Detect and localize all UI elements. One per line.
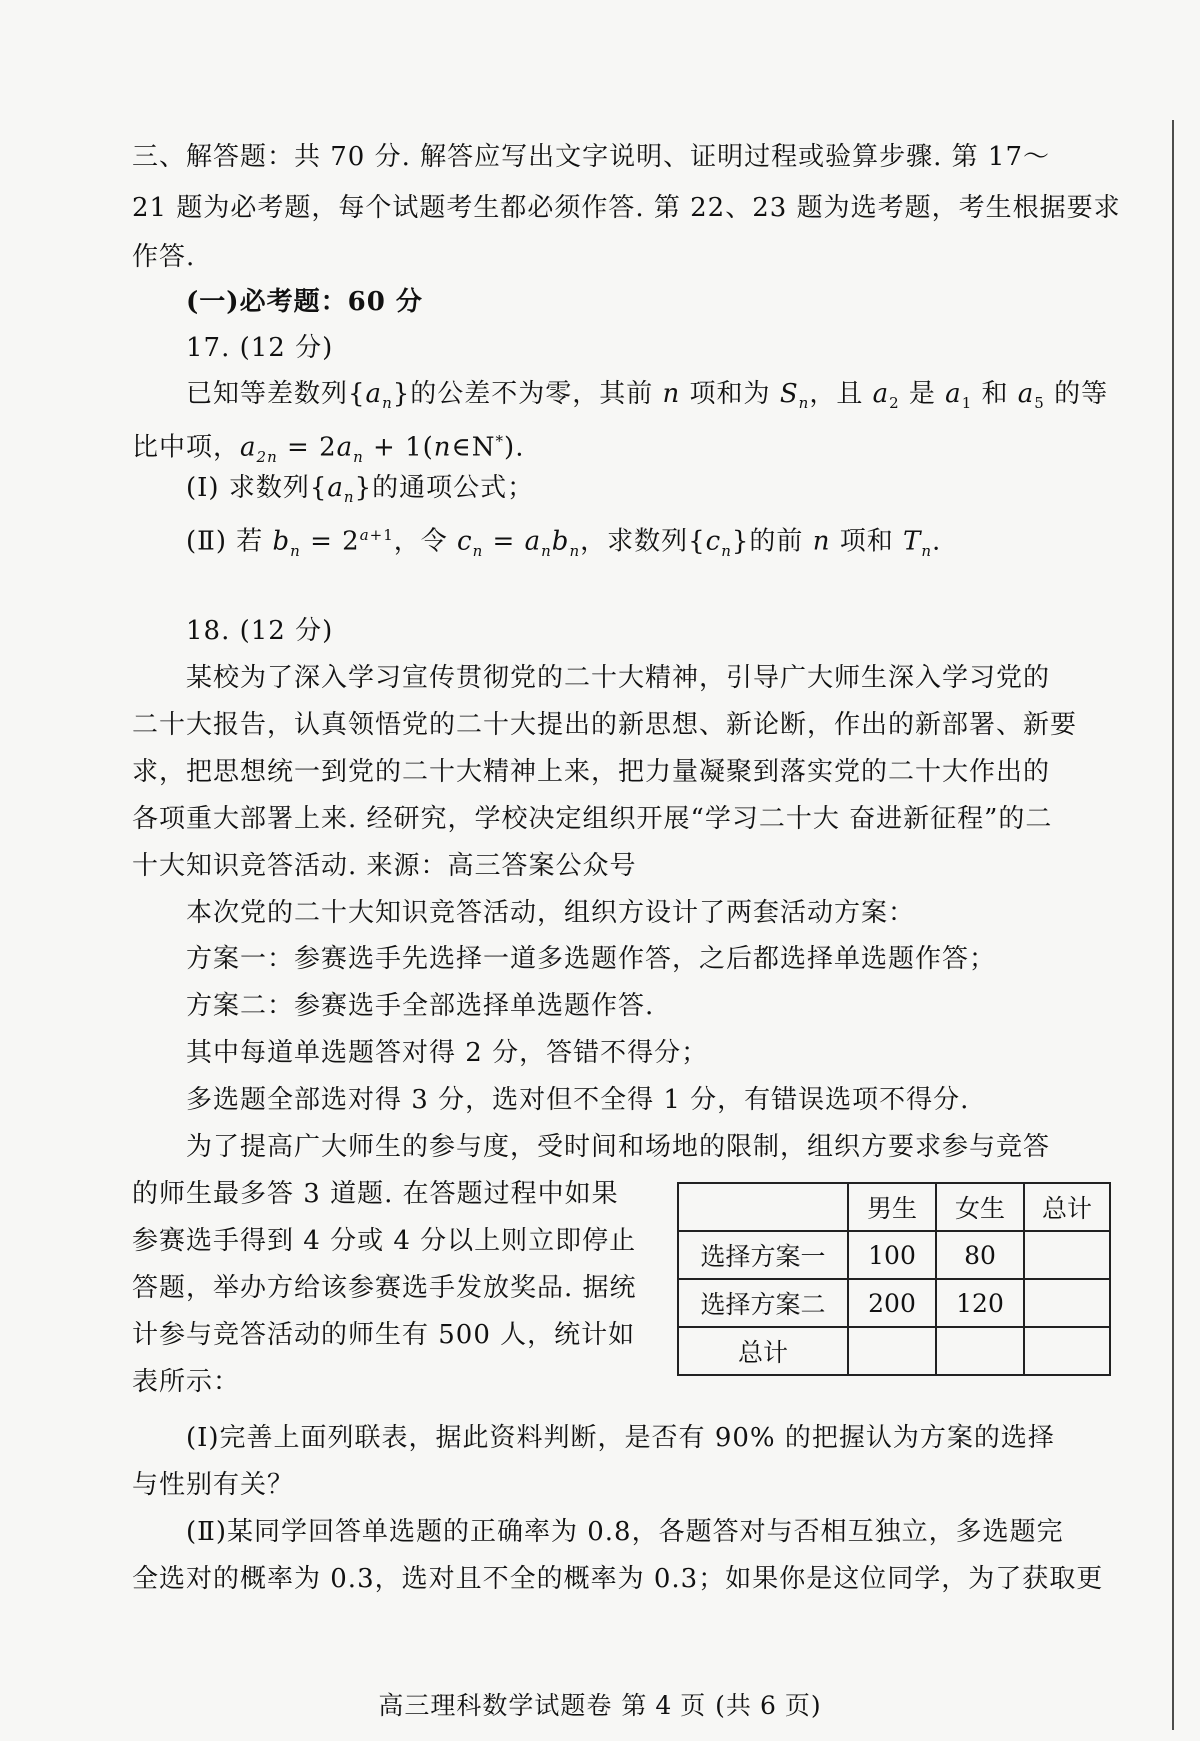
q18-text-line: 求，把思想统一到党的二十大精神上来，把力量凝聚到落实党的二十大作出的 [132,757,1051,787]
q18-plan-one: 方案一：参赛选手先选择一道多选题作答，之后都选择单选题作答； [186,944,997,974]
table-cell: 选择方案一 [678,1231,848,1279]
contingency-table [677,1182,1111,1376]
q18-text-line: 为了提高广大师生的参与度，受时间和场地的限制，组织方要求参与竞答 [186,1132,1051,1162]
q18-text-line: 十大知识竞答活动. 来源：高三答案公众号 [132,851,637,881]
table-cell [1024,1327,1110,1375]
required-questions-heading: (一)必考题：60 分 [186,287,423,317]
section-intro-line-2: 21 题为必考题，每个试题考生都必须作答. 第 22、23 题为选考题，考生根据要求 [132,193,1121,223]
table-cell: 男生 [848,1183,936,1231]
table-row [678,1279,1110,1327]
q18-wrap-line: 计参与竞答活动的师生有 500 人，统计如 [132,1320,636,1350]
q18-part-2-line-1: (Ⅱ)某同学回答单选题的正确率为 0.8，各题答对与否相互独立，多选题完 [186,1517,1064,1547]
q18-wrap-line: 答题，举办方给该参赛选手发放奖品. 据统 [132,1273,637,1303]
table-cell [936,1327,1024,1375]
section-intro-line-3: 作答. [132,242,196,272]
q18-text-line: 二十大报告，认真领悟党的二十大提出的新思想、新论断，作出的新部署、新要 [132,710,1078,740]
page-number: 4 [655,1691,673,1720]
table-cell [848,1327,936,1375]
q18-single-choice-rule: 其中每道单选题答对得 2 分，答错不得分； [186,1038,709,1068]
table-cell: 100 [848,1231,936,1279]
q17-part-2: (Ⅱ) 若 $b_n = 2^{a+1}$，令 $c_n = a_nb_n$，求数列$\{c_n\}$的前 n 项和 $T_n$. [186,526,942,560]
section-intro-line-1: 三、解答题：共 70 分. 解答应写出文字说明、证明过程或验算步骤. 第 17～ [132,142,1051,172]
q18-part-2-line-2: 全选对的概率为 0.3，选对且不全的概率为 0.3；如果你是这位同学，为了获取更 [132,1564,1104,1594]
q18-part-1-line-2: 与性别有关？ [132,1470,295,1500]
q17-part-1: (Ⅰ) 求数列$\{a_n\}$的通项公式； [186,473,535,507]
table-cell [1024,1279,1110,1327]
q18-wrap-line: 参赛选手得到 4 分或 4 分以上则立即停止 [132,1226,637,1256]
table-row [678,1231,1110,1279]
q18-multi-choice-rule: 多选题全部选对得 3 分，选对但不全得 1 分，有错误选项不得分. [186,1085,970,1115]
q17-statement-line-1: 已知等差数列$\{a_n\}$的公差不为零，其前 n 项和为 $S_n$，且 $a_2$ 是 $a_1$ 和 $a_5$ 的等 [186,379,1109,413]
q18-part-1-line-1: (Ⅰ)完善上面列联表，据此资料判断，是否有 90% 的把握认为方案的选择 [186,1423,1055,1453]
page-footer: 高三理科数学试题卷 第 4 页 (共 6 页) [378,1691,822,1720]
q17-header: 17. (12 分) [186,333,334,363]
q18-header: 18. (12 分) [186,616,334,646]
table-cell: 总计 [1024,1183,1110,1231]
table-cell: 女生 [936,1183,1024,1231]
table-cell: 总计 [678,1327,848,1375]
table-cell: 120 [936,1279,1024,1327]
page-total: 6 [759,1691,777,1720]
q18-text-line: 本次党的二十大知识竞答活动，组织方设计了两套活动方案： [186,898,916,928]
margin-rule [1172,120,1174,1730]
q18-text-line: 各项重大部署上来. 经研究，学校决定组织开展“学习二十大 奋进新征程”的二 [132,804,1053,834]
table-cell [1024,1231,1110,1279]
q17-statement-line-2: 比中项，$a_{2n} = 2a_n$ + 1(n∈N*). [132,432,525,466]
table-cell: 选择方案二 [678,1279,848,1327]
q18-wrap-line: 表所示： [132,1367,241,1397]
q18-text-line: 某校为了深入学习宣传贯彻党的二十大精神，引导广大师生深入学习党的 [186,663,1051,693]
table-cell: 80 [936,1231,1024,1279]
table-row [678,1327,1110,1375]
table-header-row [678,1183,1110,1231]
table-cell [678,1183,848,1231]
q18-wrap-line: 的师生最多答 3 道题. 在答题过程中如果 [132,1179,619,1209]
table-cell: 200 [848,1279,936,1327]
q18-plan-two: 方案二：参赛选手全部选择单选题作答. [186,991,655,1021]
